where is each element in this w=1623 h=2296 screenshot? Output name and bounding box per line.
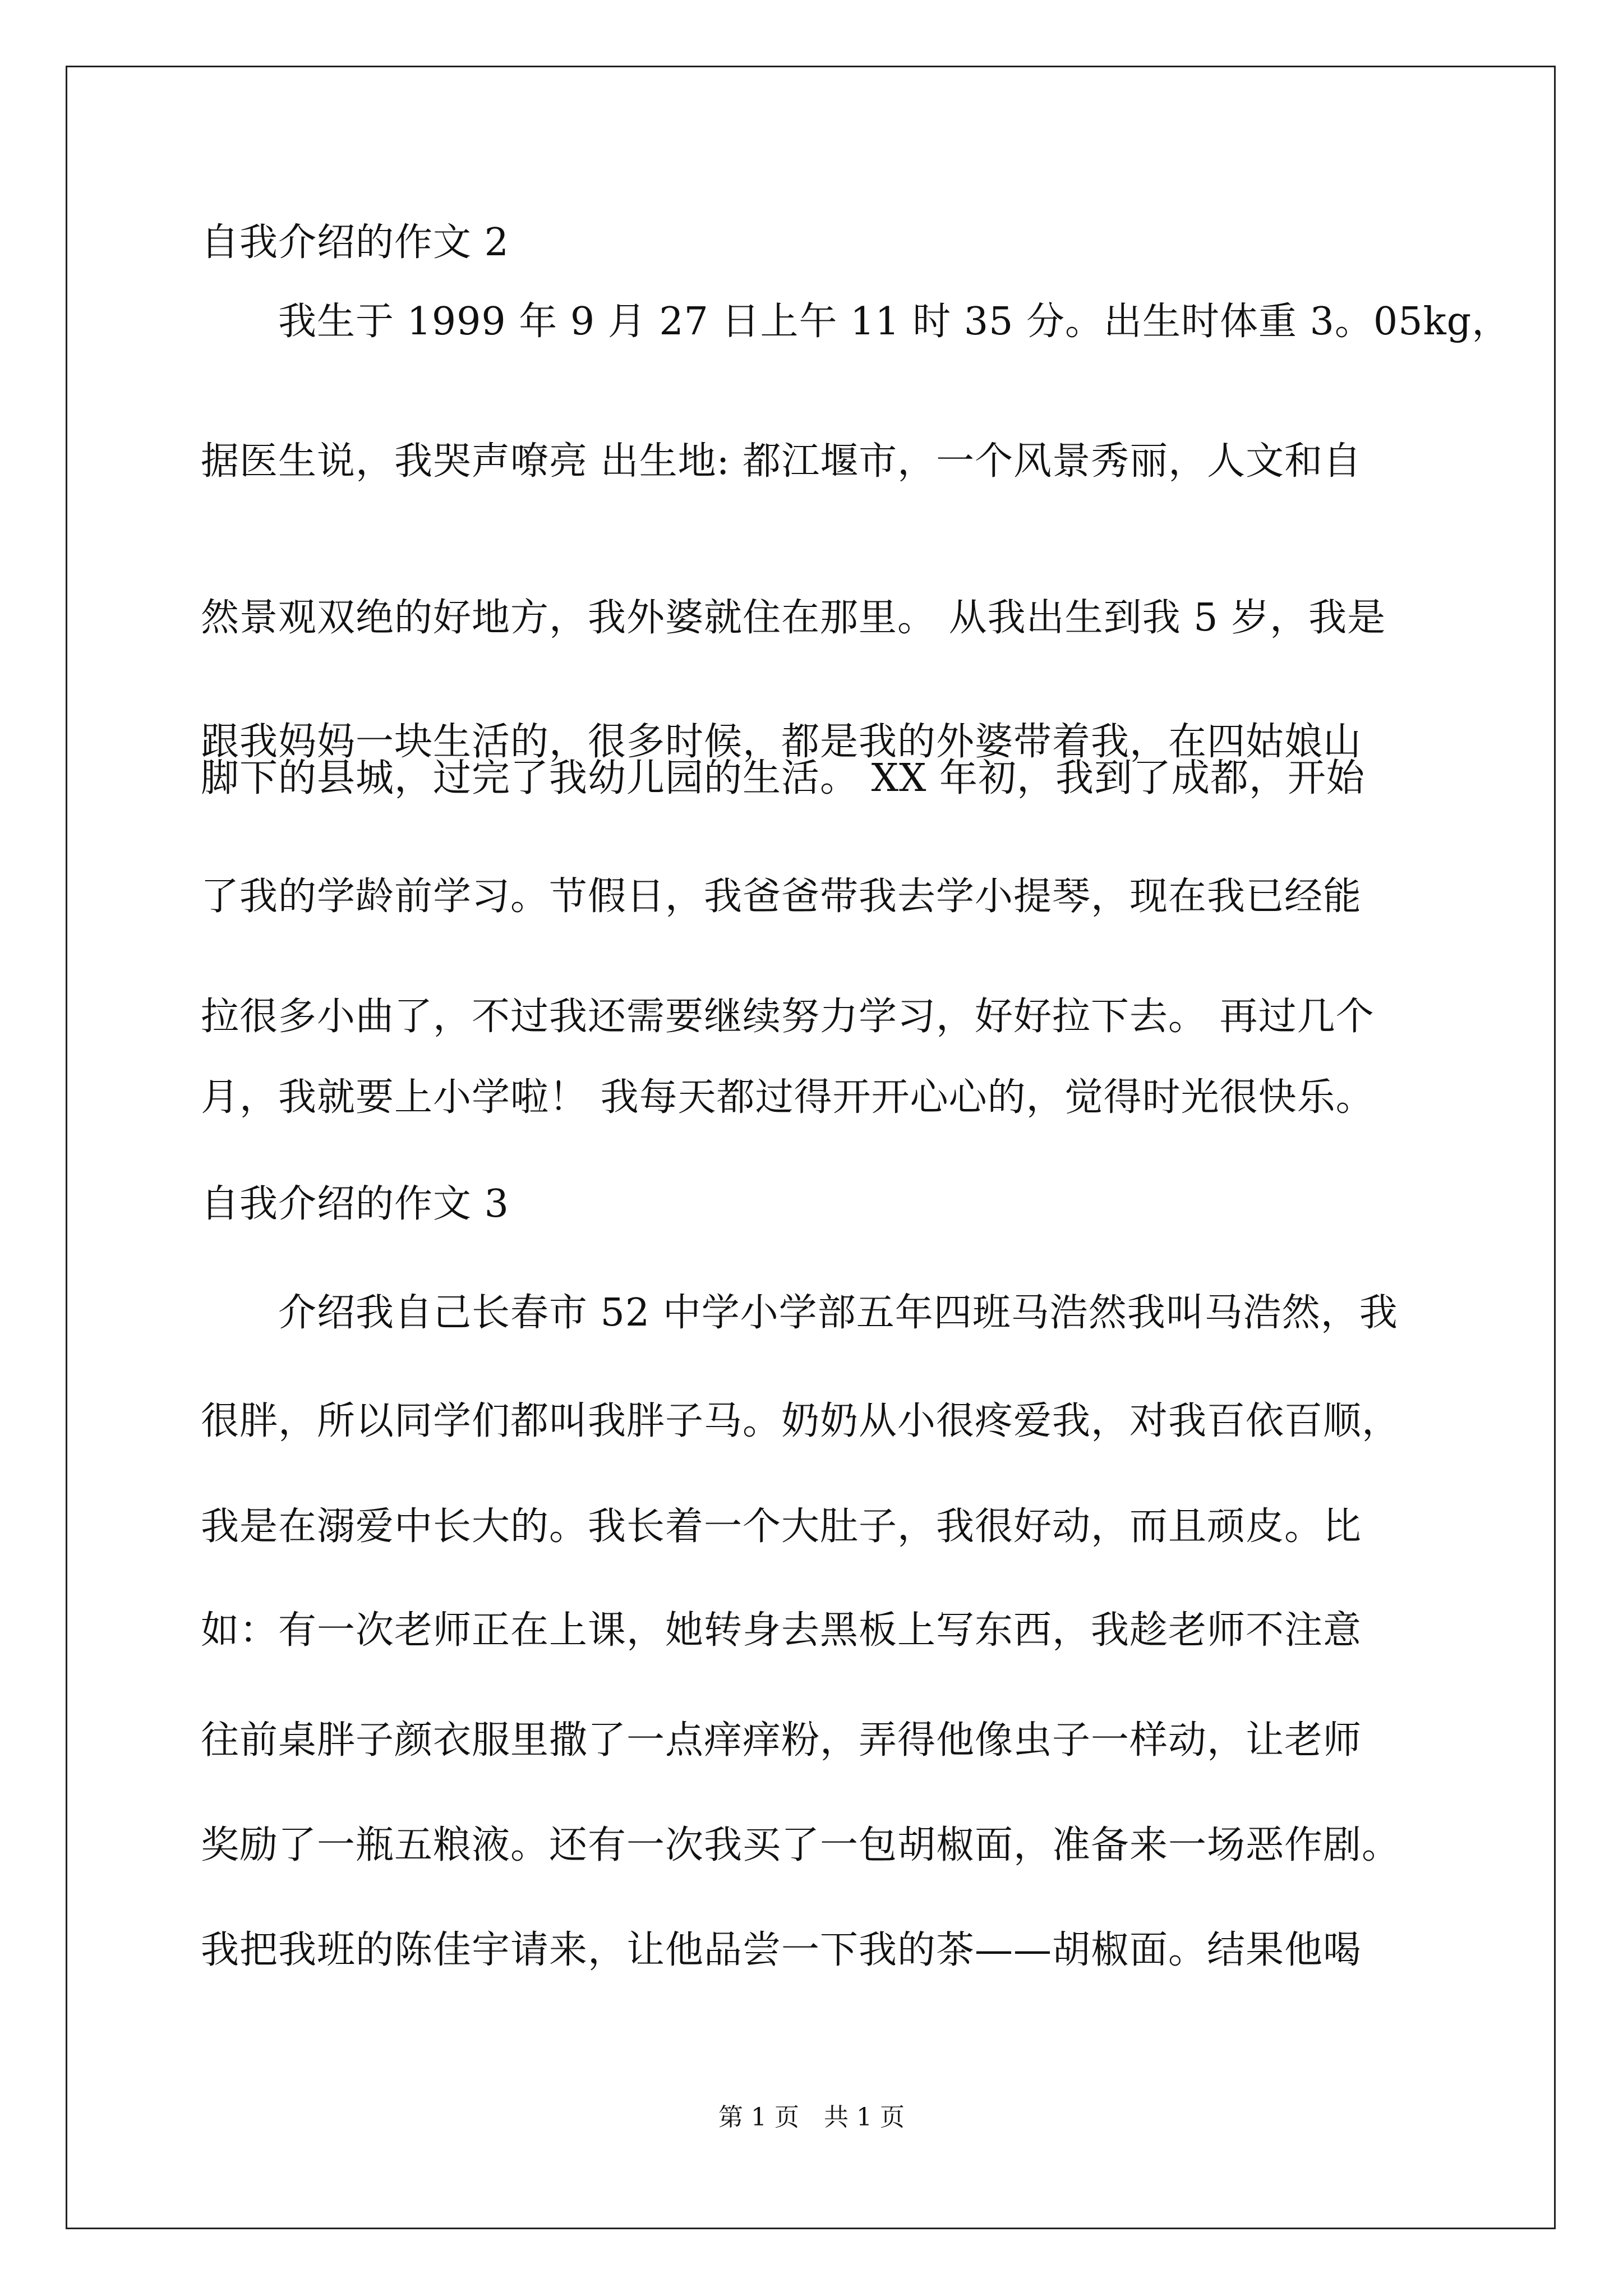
section-heading: 自我介绍的作文 3 <box>201 1182 509 1226</box>
text-line: 奖励了一瓶五粮液。还有一次我买了一包胡椒面，准备来一场恶作剧。 <box>201 1823 1401 1867</box>
text-line: 月，我就要上小学啦！ 我每天都过得开开心心的，觉得时光很快乐。 <box>201 1075 1375 1120</box>
page-border <box>66 66 1556 2229</box>
text-line: 脚下的县城，过完了我幼儿园的生活。 XX 年初，我到了成都，开始 <box>201 756 1366 800</box>
text-line: 我是在溺爱中长大的。我长着一个大肚子，我很好动，而且顽皮。比 <box>201 1504 1362 1549</box>
text-line: 我把我班的陈佳宇请来，让他品尝一下我的茶——胡椒面。结果他喝 <box>201 1928 1362 1972</box>
text-line: 介绍我自己长春市 52 中学小学部五年四班马浩然我叫马浩然，我 <box>201 1291 1398 1335</box>
text-line: 如：有一次老师正在上课，她转身去黑板上写东西，我趁老师不注意 <box>201 1608 1362 1653</box>
page-footer: 第 1 页 共 1 页 <box>718 2103 905 2132</box>
text-line: 然景观双绝的好地方，我外婆就住在那里。 从我出生到我 5 岁，我是 <box>201 596 1386 640</box>
section-heading: 自我介绍的作文 2 <box>201 220 509 265</box>
text-line: 跟我妈妈一块生活的，很多时候，都是我的外婆带着我，在四姑娘山 <box>201 720 1362 764</box>
text-line: 我生于 1999 年 9 月 27 日上午 11 时 35 分。出生时体重 3。05kg， <box>201 300 1511 344</box>
text-line: 很胖，所以同学们都叫我胖子马。奶奶从小很疼爱我，对我百依百顺， <box>201 1399 1401 1443</box>
text-line: 了我的学龄前学习。节假日，我爸爸带我去学小提琴，现在我已经能 <box>201 875 1362 919</box>
text-line: 据医生说，我哭声嘹亮 出生地: 都江堰市，一个风景秀丽，人文和自 <box>201 439 1362 484</box>
text-line: 往前桌胖子颜衣服里撒了一点痒痒粉，弄得他像虫子一样动，让老师 <box>201 1718 1362 1763</box>
text-line: 拉很多小曲了，不过我还需要继续努力学习，好好拉下去。 再过几个 <box>201 995 1375 1039</box>
